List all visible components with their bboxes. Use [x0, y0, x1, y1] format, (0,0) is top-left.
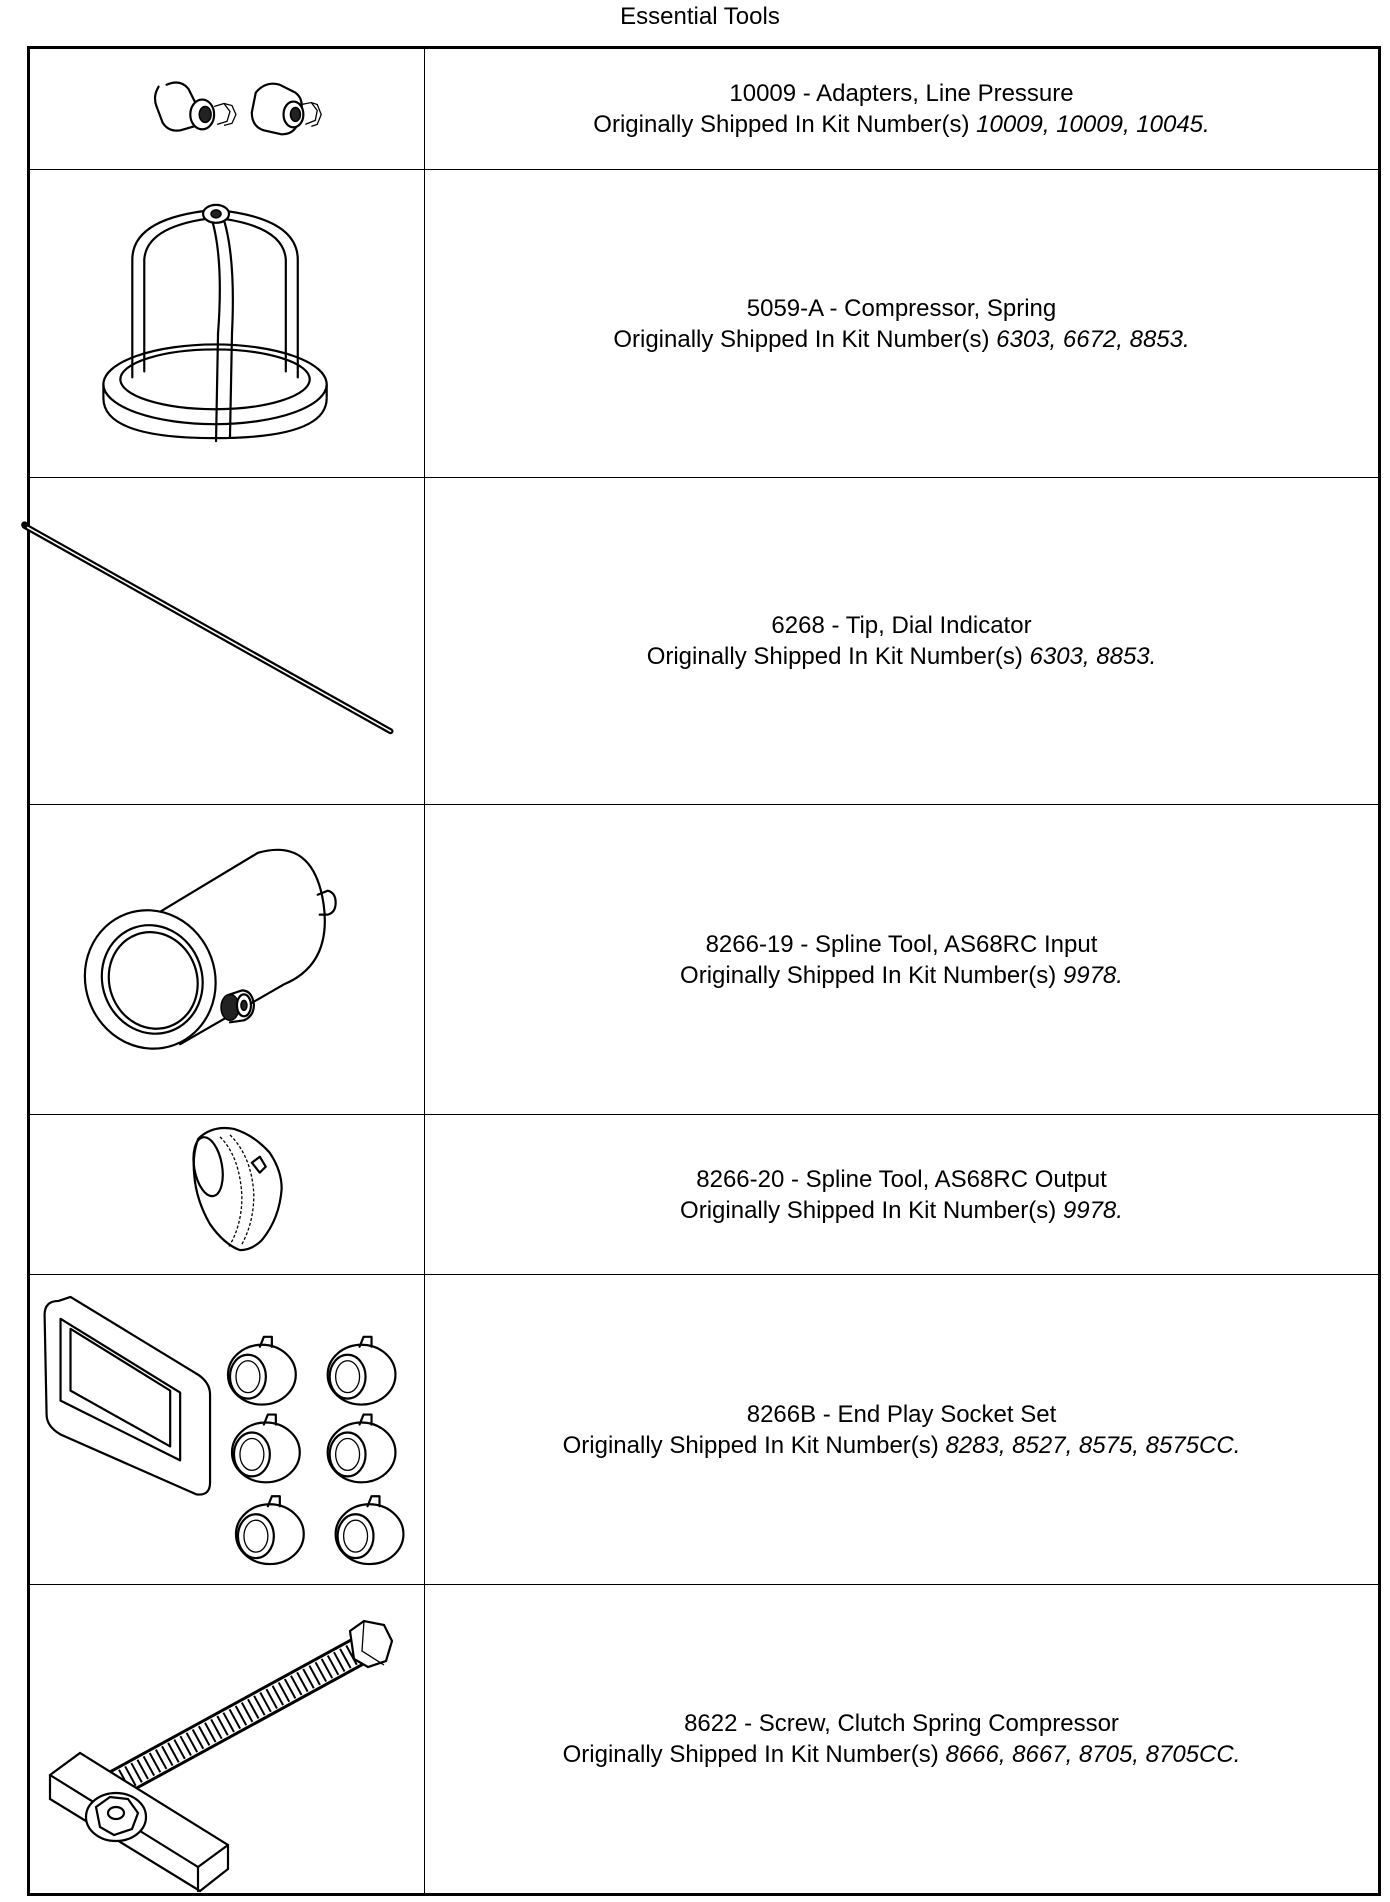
line-pressure-adapters-icon	[30, 49, 424, 169]
tool-description	[425, 478, 1378, 804]
tool-image-cell	[30, 49, 425, 169]
kits-prefix: Originally Shipped In Kit Number(s)	[646, 643, 1030, 670]
kits-prefix: Originally Shipped In Kit Number(s)	[680, 1196, 1063, 1224]
tool-row	[30, 49, 1378, 170]
kit-numbers: 9978.	[1062, 961, 1123, 989]
tool-image-cell	[30, 1275, 425, 1584]
tool-row	[30, 805, 1378, 1115]
tool-kits-line	[563, 1739, 1241, 1770]
spline-tool-output-icon	[30, 1115, 424, 1274]
kits-prefix: Originally Shipped In Kit Number(s)	[680, 961, 1063, 989]
tool-description	[425, 805, 1378, 1114]
tool-description	[425, 1585, 1378, 1893]
tool-kits-line	[647, 641, 1157, 672]
end-play-socket-set-icon	[30, 1275, 424, 1584]
tool-row	[30, 1275, 1378, 1585]
tool-title: 6268 - Tip, Dial Indicator	[771, 612, 1032, 639]
tool-image-cell	[30, 805, 425, 1114]
tool-image-cell	[30, 1115, 425, 1274]
kit-numbers: 8666, 8667, 8705, 8705CC.	[945, 1741, 1241, 1768]
tool-row	[30, 478, 1378, 805]
tool-title: 10009 - Adapters, Line Pressure	[729, 80, 1074, 107]
tool-description	[425, 1275, 1378, 1584]
tool-row	[30, 170, 1378, 478]
kits-prefix: Originally Shipped In Kit Number(s)	[562, 1431, 946, 1459]
kit-numbers: 6303, 8853.	[1029, 643, 1157, 670]
tool-description	[425, 49, 1378, 169]
tools-table	[27, 46, 1381, 1896]
tool-description	[425, 170, 1378, 477]
spline-tool-input-icon	[30, 805, 424, 1114]
tool-image-cell	[30, 1585, 425, 1893]
kits-prefix: Originally Shipped In Kit Number(s)	[593, 111, 977, 138]
tool-kits-line	[613, 324, 1189, 355]
tool-title: 8622 - Screw, Clutch Spring Compressor	[684, 1710, 1119, 1737]
tool-row	[30, 1585, 1378, 1893]
tool-row	[30, 1115, 1378, 1275]
clutch-spring-compressor-screw-icon	[30, 1585, 424, 1893]
spring-compressor-icon	[30, 170, 424, 477]
dial-indicator-tip-icon	[30, 478, 424, 804]
tool-title: 8266B - End Play Socket Set	[746, 1400, 1057, 1428]
tool-description	[425, 1115, 1378, 1274]
tool-title: 8266-19 - Spline Tool, AS68RC Input	[705, 930, 1098, 958]
kits-prefix: Originally Shipped In Kit Number(s)	[562, 1741, 946, 1768]
kit-numbers: 6303, 6672, 8853.	[996, 325, 1190, 353]
kit-numbers: 9978.	[1062, 1196, 1123, 1224]
tool-image-cell	[30, 170, 425, 477]
kits-prefix: Originally Shipped In Kit Number(s)	[613, 325, 997, 353]
kit-numbers: 8283, 8527, 8575, 8575CC.	[945, 1431, 1241, 1459]
tool-kits-line	[563, 1430, 1241, 1461]
tool-image-cell	[30, 478, 425, 804]
kit-numbers: 10009, 10009, 10045.	[976, 111, 1210, 138]
tool-kits-line	[593, 109, 1209, 140]
tool-kits-line	[680, 1195, 1123, 1226]
page-title: Essential Tools	[620, 3, 780, 30]
tool-title: 8266-20 - Spline Tool, AS68RC Output	[696, 1165, 1107, 1193]
tool-title: 5059-A - Compressor, Spring	[746, 294, 1057, 322]
tool-kits-line	[680, 960, 1123, 991]
